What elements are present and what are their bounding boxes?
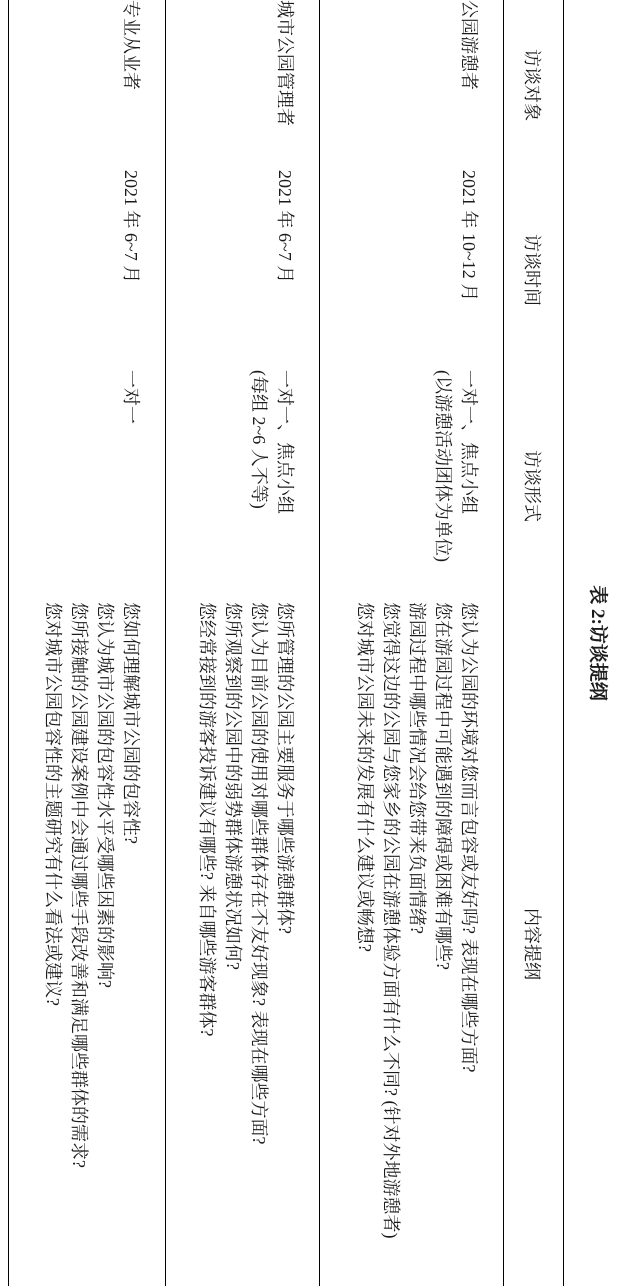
col-header-content: 内容提纲 bbox=[504, 602, 564, 1286]
header-row bbox=[504, 0, 564, 1286]
subject-text: 专业从业者 bbox=[121, 0, 141, 90]
format-cell bbox=[9, 370, 166, 602]
questions-cell bbox=[9, 602, 166, 1286]
questions-cell bbox=[320, 602, 504, 1286]
question-line: 您所观察到的公园中的弱势群体游憩状况如何? bbox=[223, 602, 243, 970]
format-line: 一对一、焦点小组 bbox=[275, 370, 295, 514]
col-header-format: 访谈形式 bbox=[504, 370, 564, 602]
question-line: 您经常接到的游客投诉建议有哪些? 来自哪些游客群体? bbox=[197, 602, 217, 1037]
table-row bbox=[166, 0, 320, 1286]
time-text: 2021 年 6~7 月 bbox=[121, 170, 141, 284]
format-line: (以游憩活动团体为单位) bbox=[433, 370, 453, 562]
question-line: 您对城市公园未来的发展有什么建议或畅想? bbox=[355, 602, 375, 952]
table-row bbox=[320, 0, 504, 1286]
time-cell bbox=[166, 170, 320, 370]
time-text: 2021 年 6~7 月 bbox=[275, 170, 295, 284]
table-caption: 表 2:访谈提纲 bbox=[587, 585, 608, 701]
format-cell bbox=[320, 370, 504, 602]
question-line: 您如何理解城市公园的包容性? bbox=[121, 602, 141, 844]
format-line: 一对一 bbox=[121, 370, 141, 424]
subject-cell bbox=[166, 0, 320, 170]
question-line: 您所接触的公园建设案例中会通过哪些手段改善和满足哪些群体的需求? bbox=[69, 602, 89, 1168]
subject-cell bbox=[320, 0, 504, 170]
question-line: 您所管理的公园主要服务于哪些游憩群体? bbox=[275, 602, 295, 934]
time-text: 2021 年 10~12 月 bbox=[459, 170, 479, 302]
subject-cell bbox=[9, 0, 166, 170]
question-line: 您认为目前公园的使用对哪些群体存在不友好现象? 表现在哪些方面? bbox=[249, 602, 269, 1145]
question-line: 您认为城市公园的包容性水平受哪些因素的影响? bbox=[95, 602, 115, 988]
question-line: 游园过程中哪些情况会给您带来负面情绪? bbox=[407, 602, 427, 934]
question-line: 您认为公园的环境对您而言包容或友好吗? 表现在哪些方面? bbox=[459, 602, 479, 1073]
format-line: 一对一、焦点小组 bbox=[459, 370, 479, 514]
time-cell bbox=[320, 170, 504, 370]
subject-text: 公园游憩者 bbox=[459, 0, 479, 90]
question-line: 您在游园过程中可能遇到的障碍或困难有哪些? bbox=[433, 602, 453, 970]
interview-outline-table bbox=[8, 0, 564, 1286]
time-cell bbox=[9, 170, 166, 370]
question-line: 您觉得这边的公园与您家乡的公园在游憩体验方面有什么不同? (针对外地游憩者) bbox=[381, 602, 401, 1239]
table-row bbox=[9, 0, 166, 1286]
format-cell bbox=[166, 370, 320, 602]
question-line: 您对城市公园包容性的主题研究有什么看法或建议? bbox=[43, 602, 63, 1006]
questions-cell bbox=[166, 602, 320, 1286]
subject-text: 城市公园管理者 bbox=[275, 0, 295, 126]
format-line: (每组 2~6 人不等) bbox=[249, 370, 269, 509]
col-header-time: 访谈时间 bbox=[504, 170, 564, 370]
col-header-subject: 访谈对象 bbox=[504, 0, 564, 170]
